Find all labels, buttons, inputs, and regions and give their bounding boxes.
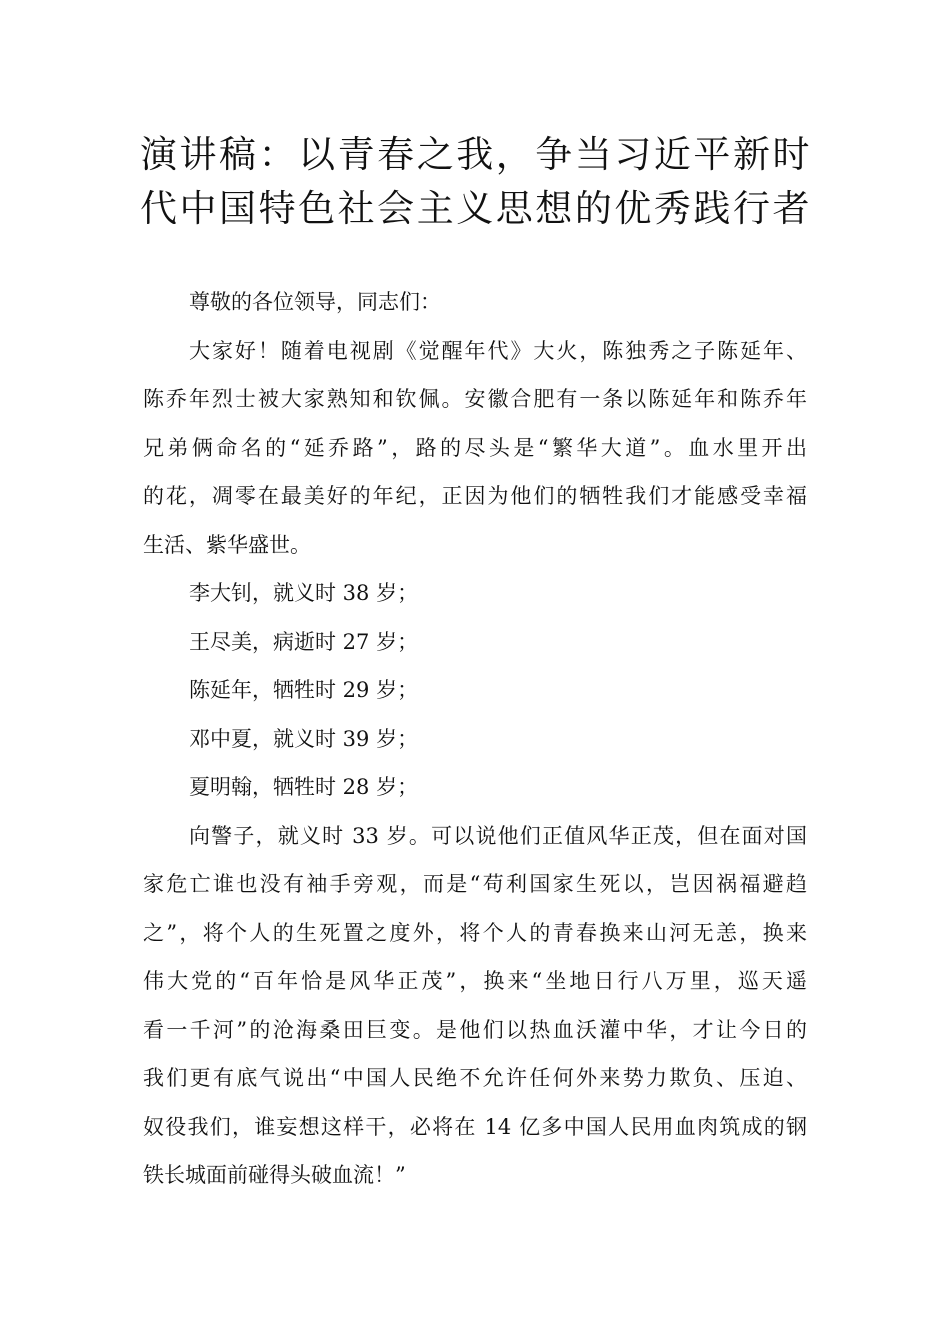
salutation-text: 尊敬的各位领导，同志们： [189, 290, 441, 314]
paragraph-line: 之”，将个人的生死置之度外，将个人的青春换来山河无恙，换来 [143, 920, 807, 945]
paragraph [143, 715, 807, 764]
title-line: 演讲稿：以青春之我，争当习近平新时 [140, 133, 810, 176]
paragraph-line: 王尽美，病逝时 27 岁； [189, 629, 419, 654]
title-line: 代中国特色社会主义思想的优秀践行者 [140, 187, 810, 230]
paragraph-line: 我们更有底气说出“中国人民绝不允许任何外来势力欺负、压迫、 [143, 1066, 807, 1090]
paragraph-line: 铁长城面前碰得头破血流！” [143, 1163, 406, 1187]
paragraph-line: 陈延年，牺牲时 29 岁； [189, 678, 419, 702]
paragraph-line: 家危亡谁也没有袖手旁观，而是“苟利国家生死以，岂因祸福避趋 [143, 872, 807, 896]
paragraph-line: 夏明翰，牺牲时 28 岁； [189, 775, 419, 799]
paragraph [143, 812, 807, 1200]
paragraph [143, 327, 807, 570]
paragraph-line: 陈乔年烈士被大家熟知和钦佩。安徽合肥有一条以陈延年和陈乔年 [143, 387, 807, 411]
paragraph-line: 李大钊，就义时 38 岁； [189, 581, 419, 605]
paragraph-line: 伟大党的“百年恰是风华正茂”，换来“坐地日行八万里，巡天遥 [143, 969, 807, 993]
paragraph-line: 奴役我们，谁妄想这样干，必将在 14 亿多中国人民用血肉筑成的钢 [143, 1114, 807, 1139]
paragraph-line: 向警子，就义时 33 岁。可以说他们正值风华正茂，但在面对国 [189, 823, 807, 848]
paragraph-line: 看一千河”的沧海桑田巨变。是他们以热血沃灌中华，才让今日的 [143, 1017, 807, 1042]
paragraph [143, 618, 807, 667]
paragraph [143, 666, 807, 715]
paragraph-line: 的花，凋零在最美好的年纪，正因为他们的牺牲我们才能感受幸福 [143, 484, 807, 508]
paragraph [143, 763, 807, 812]
paragraph-line: 邓中夏，就义时 39 岁； [189, 726, 419, 751]
document-title [140, 128, 810, 236]
paragraph-line: 兄弟俩命名的“延乔路”，路的尽头是“繁华大道”。血水里开出 [143, 435, 807, 460]
salutation [143, 278, 807, 327]
document-body [143, 278, 807, 1200]
paragraph-line: 大家好！随着电视剧《觉醒年代》大火，陈独秀之子陈延年、 [189, 338, 807, 363]
paragraph [143, 569, 807, 618]
paragraph-line: 生活、紫华盛世。 [143, 532, 311, 557]
paragraph-list [143, 327, 807, 1200]
